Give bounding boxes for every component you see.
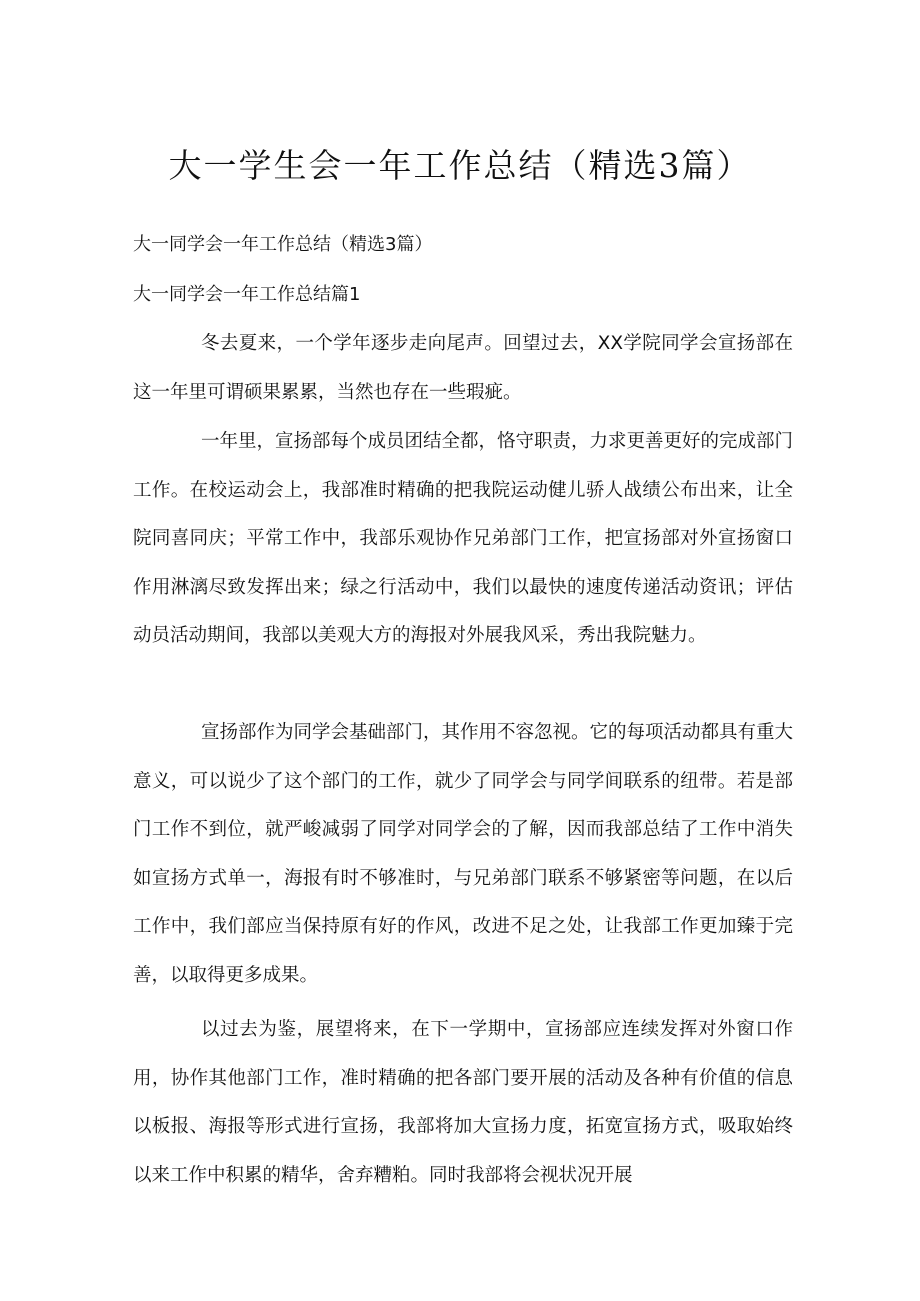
paragraph: 冬去夏来，一个学年逐步走向尾声。回望过去，XX学院同学会宣扬部在这一年里可谓硕果累累，当然也存在一些瑕疵。 [133,333,793,403]
paragraph: 宣扬部作为同学会基础部门，其作用不容忽视。它的每项活动都具有重大意义，可以说少了这个部门的工作，就少了同学会与同学间联系的纽带。若是部门工作不到位，就严峻减弱了同学对同学会的了解，因而我部总结了工作中消失如宣扬方式单一，海报有时不够准时，与兄弟部门联系不够紧密等问题，在以后工作中，我们部应当保持原有好的作风，改进不足之处，让我部工作更加臻于完善，以取得更多成果。 [133,722,794,986]
paragraph: 一年里，宣扬部每个成员团结全都，恪守职责，力求更善更好的完成部门工作。在校运动会上，我部准时精确的把我院运动健儿骄人战绩公布出来，让全院同喜同庆；平常工作中，我部乐观协作兄弟部门工作，把宣扬部对外宣扬窗口作用淋漓尽致发挥出来；绿之行活动中，我们以最快的速度传递活动资讯；评估动员活动期间，我部以美观大方的海报对外展我风采，秀出我院魅力。 [133,431,794,646]
document-subtitle: 大一同学会一年工作总结（精选3篇） [133,234,433,255]
section-heading: 大一同学会一年工作总结篇1 [133,284,361,305]
paragraph: 以过去为鉴，展望将来，在下一学期中，宣扬部应连续发挥对外窗口作用，协作其他部门工作，准时精确的把各部门要开展的活动及各种有价值的信息以板报、海报等形式进行宣扬，我部将加大宣扬力度，拓宽宣扬方式，吸取始终以来工作中积累的精华，舍弃糟粕。同时我部将会视状况开展 [133,1019,793,1186]
document-title: 大一学生会一年工作总结（精选3篇） [168,146,752,185]
